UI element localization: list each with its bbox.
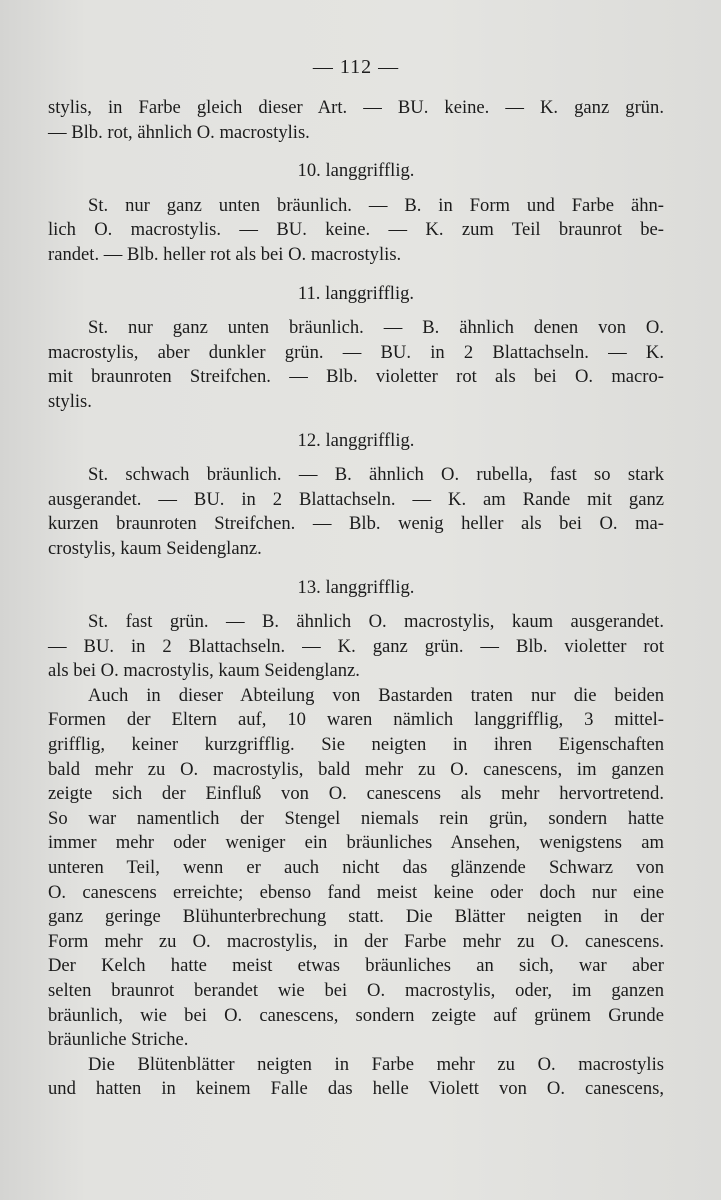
body-text (48, 96, 664, 1102)
text-line: immer mehr oder weniger ein bräunliches Ansehen, wenigstens am (48, 832, 664, 854)
text-line: selten braunrot berandet wie bei O. macrostylis, oder, im ganzen (48, 980, 664, 1001)
text-line: als bei O. macrostylis, kaum Seidenglanz. (48, 660, 360, 682)
text-line: St. nur ganz unten bräunlich. — B. ähnlich denen von O. (88, 317, 664, 339)
section-heading-13: 13. langgrifflig. (297, 576, 415, 598)
text-line: Form mehr zu O. macrostylis, in der Farbe mehr zu O. canescens. (48, 930, 664, 952)
text-line: macrostylis, aber dunkler grün. — BU. in 2 Blattachseln. — K. (48, 341, 664, 363)
text-line: Auch in dieser Abteilung von Bastarden traten nur die beiden (88, 684, 664, 706)
section-heading-10: 10. langgrifflig. (297, 160, 415, 182)
text-line: So war namentlich der Stengel niemals rein grün, sondern hatte (48, 807, 664, 829)
text-line: — BU. in 2 Blattachseln. — K. ganz grün. — Blb. violetter rot (48, 635, 664, 657)
text-line: bräunlich, wie bei O. canescens, sondern zeigte auf grünem Grunde (48, 1004, 664, 1026)
text-line: St. schwach bräunlich. — B. ähnlich O. rubella, fast so stark (88, 464, 664, 486)
text-line: St. fast grün. — B. ähnlich O. macrostylis, kaum ausgerandet. (88, 611, 664, 633)
text-line: ganz geringe Blühunterbrechung statt. Die Blätter neigten in der (48, 906, 664, 928)
text-line: bald mehr zu O. macrostylis, bald mehr zu O. canescens, im ganzen (48, 758, 664, 780)
text-line: stylis, in Farbe gleich dieser Art. — BU. keine. — K. ganz grün. (48, 97, 664, 118)
text-line: kurzen braunroten Streifchen. — Blb. wenig heller als bei O. ma- (48, 513, 664, 535)
section-heading-12: 12. langgrifflig. (297, 429, 415, 451)
text-line: Der Kelch hatte meist etwas bräunliches an sich, war aber (48, 955, 664, 977)
text-line: mit braunroten Streifchen. — Blb. violetter rot als bei O. macro- (48, 366, 664, 388)
text-line: bräunliche Striche. (48, 1029, 189, 1051)
text-line: ausgerandet. — BU. in 2 Blattachseln. — K. am Rande mit ganz (48, 488, 664, 510)
text-line: zeigte sich der Einfluß von O. canescens als mehr hervortretend. (48, 783, 664, 805)
text-line: O. canescens erreichte; ebenso fand meist keine oder doch nur eine (48, 881, 664, 903)
text-line: Die Blütenblätter neigten in Farbe mehr zu O. macrostylis (88, 1053, 664, 1075)
text-line: stylis. (48, 390, 92, 412)
text-line: Formen der Eltern auf, 10 waren nämlich langgrifflig, 3 mittel- (48, 709, 664, 731)
text-line: randet. — Blb. heller rot als bei O. macrostylis. (48, 243, 402, 265)
text-line: unteren Teil, wenn er auch nicht das glänzende Schwarz von (48, 857, 664, 879)
text-line: St. nur ganz unten bräunlich. — B. in Form und Farbe ähn- (88, 194, 664, 216)
text-line: lich O. macrostylis. — BU. keine. — K. zum Teil braunrot be- (48, 219, 664, 241)
text-line: und hatten in keinem Falle das helle Violett von O. canescens, (48, 1078, 664, 1100)
section-heading-11: 11. langgrifflig. (297, 282, 415, 304)
text-line: grifflig, keiner kurzgrifflig. Sie neigten in ihren Eigenschaften (48, 734, 664, 756)
page-number: — 112 — (312, 56, 400, 78)
text-line: — Blb. rot, ähnlich O. macrostylis. (48, 121, 310, 143)
text-line: crostylis, kaum Seidenglanz. (48, 537, 262, 559)
